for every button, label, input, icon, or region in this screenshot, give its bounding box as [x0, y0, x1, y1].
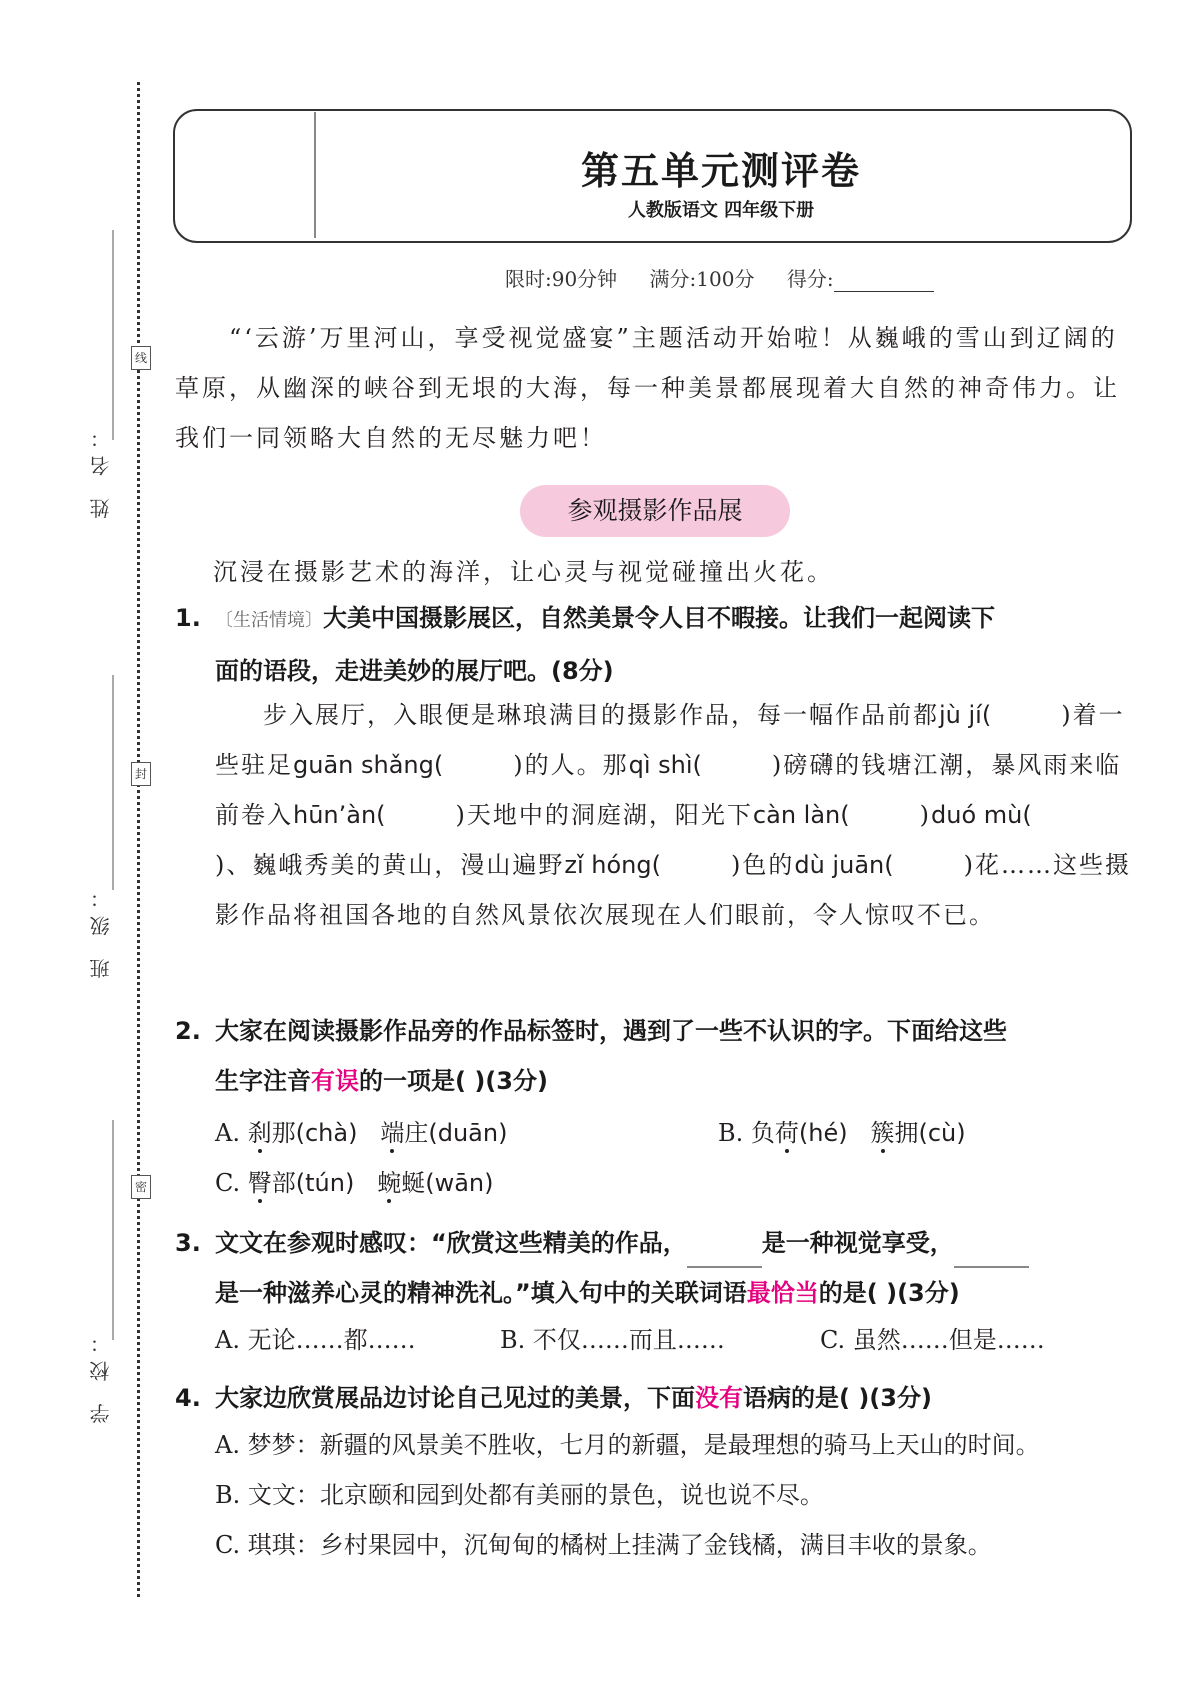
passage-text: )磅礴的钱塘江潮，暴风雨来临前卷入	[215, 751, 1122, 829]
question-number: 3.	[175, 1229, 201, 1257]
dotted-char: 簇	[870, 1119, 895, 1147]
pinyin-prompt: guān shǎng(	[293, 751, 444, 779]
intro-paragraph: “‘云游’万里河山，享受视觉盛宴”主题活动开始啦！从巍峨的雪山到辽阔的草原，从幽深的峡谷到无垠的大海，每一种美景都展现着大自然的神奇伟力。让我们一同领略大自然的无尽魅力吧！	[175, 324, 1120, 452]
binding-dotted-line	[137, 82, 140, 1597]
fill-blank[interactable]	[687, 1242, 762, 1268]
question-4: 4. 大家边欣赏展品边讨论自己见过的美景，下面没有语病的是( )(3分)	[175, 1373, 1135, 1423]
highlight-keyword: 有误	[311, 1067, 359, 1095]
question-text: 大美中国摄影展区，自然美景令人目不暇接。让我们一起阅读下	[323, 604, 995, 632]
question-1	[175, 593, 1135, 696]
question-number: 2.	[175, 1017, 201, 1045]
passage-text: 步入展厅，入眼便是琳琅满目的摄影作品，每一幅作品前都	[263, 701, 939, 729]
pinyin-prompt: jù jí(	[939, 701, 992, 729]
page-subtitle: 人教版语文 四年级下册	[627, 200, 815, 221]
pinyin-prompt: hūn’àn(	[293, 801, 386, 829]
name-field-line[interactable]	[112, 230, 114, 440]
question-text: 大家在阅读摄影作品旁的作品标签时，遇到了一些不认识的字。下面给这些	[215, 1017, 1007, 1045]
passage-text: )	[919, 801, 931, 829]
q4-option-a[interactable]: A. 梦梦：新疆的风景美不胜收，七月的新疆，是最理想的骑马上天山的时间。	[215, 1431, 1040, 1459]
q3-option-c[interactable]: C. 虽然……但是……	[820, 1326, 1045, 1354]
q3-option-b[interactable]: B. 不仅……而且……	[500, 1326, 725, 1354]
context-tag: 〔生活情境〕	[215, 610, 323, 631]
q2-option-c[interactable]: C. 臀部(tún) 蜿蜒(wān)	[215, 1169, 494, 1197]
question-2	[175, 1006, 1135, 1106]
q4-option-b[interactable]: B. 文文：北京颐和园到处都有美丽的景色，说也说不尽。	[215, 1481, 824, 1509]
passage-text: )、巍峨秀美的黄山，漫山遍野	[215, 851, 565, 879]
highlight-keyword: 没有	[695, 1384, 743, 1412]
paren: (	[840, 801, 850, 829]
passage-text: )着一些驻足	[215, 701, 1125, 779]
pinyin-prompt: zǐ hóng(	[564, 851, 661, 879]
full-score: 满分:100分	[649, 267, 755, 291]
question-number: 4.	[175, 1384, 201, 1412]
class-field-label: 班 级：	[89, 880, 113, 979]
pinyin-prompt: qì shì(	[628, 751, 702, 779]
passage-text: )色的	[730, 851, 795, 879]
passage-text: )花……这些摄影作品将祖国各地的自然风景依次展现在人们眼前，令人惊叹不已。	[215, 851, 1131, 929]
passage-text: )的人。那	[513, 751, 629, 779]
pinyin-prompt: duó mù(	[931, 801, 1032, 829]
section-lead: 沉浸在摄影艺术的海洋，让心灵与视觉碰撞出火花。	[213, 558, 834, 586]
q3-option-a[interactable]: A. 无论……都……	[215, 1326, 416, 1354]
score-blank[interactable]	[834, 271, 934, 292]
exam-meta	[505, 263, 960, 292]
seal-line-box: 线	[131, 346, 151, 370]
school-field-line[interactable]	[112, 1120, 114, 1340]
page-title: 第五单元测评卷	[580, 149, 861, 193]
dotted-char: 刹	[247, 1119, 272, 1147]
dotted-char: 荷	[774, 1119, 799, 1147]
school-field-label: 学 校：	[89, 1325, 113, 1424]
passage-text: )天地中的洞庭湖，阳光下	[455, 801, 753, 829]
q1-passage	[215, 690, 1135, 940]
class-field-line[interactable]	[112, 675, 114, 890]
score-label: 得分:	[786, 267, 834, 291]
q4-option-c[interactable]: C. 琪琪：乡村果园中，沉甸甸的橘树上挂满了金钱橘，满目丰收的景象。	[215, 1531, 992, 1559]
name-field-label: 姓 名：	[89, 420, 113, 519]
dotted-char: 端	[380, 1119, 405, 1147]
question-text-line2: 生字注音有误的一项是( )(3分)	[215, 1067, 548, 1095]
highlight-keyword: 最恰当	[746, 1279, 819, 1307]
question-3: 3. 文文在参观时感叹：“欣赏这些精美的作品， 是一种视觉享受， 是一种滋养心灵的精神洗礼。”填入句中的关联词语最恰当的是( )(3分)	[175, 1218, 1135, 1318]
seal-seal-box: 封	[131, 762, 151, 786]
dotted-char: 蜿	[377, 1169, 402, 1197]
q2-option-a[interactable]: A. 刹那(chà) 端庄(duān)	[215, 1119, 508, 1147]
q2-option-b[interactable]: B. 负荷(hé) 簇拥(cù)	[718, 1119, 966, 1147]
pinyin-prompt: dù juān(	[794, 851, 894, 879]
question-text-line2: 面的语段，走进美妙的展厅吧。(8分)	[215, 657, 614, 685]
time-limit: 限时:90分钟	[505, 267, 618, 291]
fill-blank[interactable]	[954, 1242, 1029, 1268]
section-title-pill: 参观摄影作品展	[520, 485, 790, 537]
pinyin-prompt: càn làn	[752, 801, 841, 829]
question-number: 1.	[175, 604, 201, 632]
seal-secret-box: 密	[131, 1175, 151, 1199]
dotted-char: 臀	[247, 1169, 272, 1197]
